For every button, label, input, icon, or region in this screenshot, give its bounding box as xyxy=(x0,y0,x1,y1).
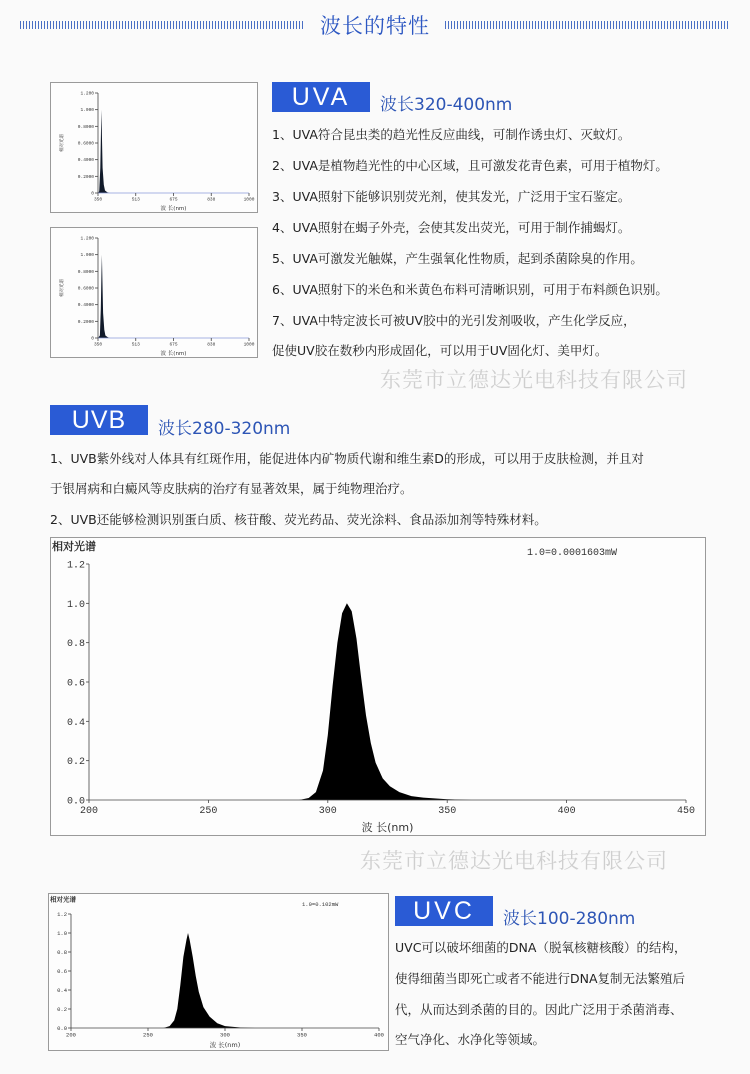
y-tick-label: 0.8 xyxy=(57,948,67,956)
spectrum-area xyxy=(98,110,249,193)
uvb-badge: UVB xyxy=(50,405,148,435)
y-tick-label: 0.0 xyxy=(66,796,85,808)
x-tick-label: 200 xyxy=(79,806,99,817)
y-tick-label: 1.200 xyxy=(80,91,94,97)
y-tick-label: 1.2 xyxy=(57,910,67,918)
x-tick-label: 300 xyxy=(220,1031,230,1039)
y-tick-label: 0.4000 xyxy=(77,303,94,309)
y-tick-label: 1.2 xyxy=(66,560,85,572)
y-tick-label: 0.2000 xyxy=(77,174,94,180)
spectrum-area xyxy=(89,603,686,800)
y-axis-title: 相对光谱 xyxy=(52,540,96,553)
uva-line: 7、UVA中特定波长可被UV胶中的光引发剂吸收，产生化学反应， xyxy=(272,313,636,328)
uvc-wavelength-range: 波长100-280nm xyxy=(503,909,636,929)
uvb-line: 于银屑病和白癜风等皮肤病的治疗有显著效果，属于纯物理治疗。 xyxy=(50,481,413,496)
uva-spectrum-chart-2 xyxy=(50,227,258,358)
uvb-line: 2、UVB还能够检测识别蛋白质、核苷酸、荧光药品、荧光涂料、食品添加剂等特殊材料。 xyxy=(50,512,547,527)
x-tick-label: 400 xyxy=(557,806,576,817)
x-axis-title: 波 长(nm) xyxy=(361,821,414,834)
x-tick-label: 1000 xyxy=(243,197,255,203)
uva-line: 3、UVA照射下能够识别荧光剂，使其发光，广泛用于宝石鉴定。 xyxy=(272,189,631,204)
uvc-line: UVC可以破坏细菌的DNA（脱氧核糖核酸）的结构， xyxy=(395,940,687,955)
power-annotation: 1.0=0.0001603mW xyxy=(527,548,618,559)
x-tick-label: 838 xyxy=(207,197,216,203)
spectrum-area xyxy=(71,933,379,1028)
x-tick-label: 1000 xyxy=(243,342,255,348)
y-tick-label: 0.2 xyxy=(57,1005,67,1013)
y-axis-title: 相对光谱 xyxy=(60,279,65,297)
uva-line: 2、UVA是植物趋光性的中心区域，且可激发花青色素，可用于植物灯。 xyxy=(272,158,668,173)
x-tick-label: 300 xyxy=(318,806,337,817)
x-tick-label: 675 xyxy=(169,197,178,203)
uva-line: 4、UVA照射在蝎子外壳，会使其发出荧光，可用于制作捕蝎灯。 xyxy=(272,220,631,235)
y-tick-label: 0.6 xyxy=(57,967,67,975)
header-divider-right xyxy=(445,21,730,29)
y-tick-label: 0.2000 xyxy=(77,319,94,325)
y-axis-title: 相对光谱 xyxy=(50,895,76,904)
y-tick-label: 0 xyxy=(91,336,94,342)
y-tick-label: 0.4 xyxy=(66,717,85,729)
watermark: 东莞市立德达光电科技有限公司 xyxy=(380,368,688,392)
x-tick-label: 350 xyxy=(93,197,103,203)
y-tick-label: 1.000 xyxy=(80,253,94,259)
uvc-line: 空气净化、水净化等领域。 xyxy=(395,1032,546,1047)
y-tick-label: 1.0 xyxy=(57,929,67,937)
power-annotation: 1.0=0.102mW xyxy=(302,901,339,908)
y-tick-label: 0.4000 xyxy=(77,158,94,164)
y-tick-label: 0.8000 xyxy=(77,124,94,130)
y-tick-label: 1.0 xyxy=(66,599,85,611)
y-tick-label: 0.6 xyxy=(66,678,85,690)
x-axis-title: 波 长(nm) xyxy=(160,351,187,357)
x-tick-label: 200 xyxy=(66,1031,76,1039)
page-title: 波长的特性 xyxy=(320,14,430,38)
y-tick-label: 0.6000 xyxy=(77,141,94,147)
spectrum-area xyxy=(98,255,249,338)
uva-line: 6、UVA照射下的米色和米黄色布料可清晰识别，可用于布料颜色识别。 xyxy=(272,282,668,297)
y-tick-label: 0 xyxy=(91,191,94,197)
uvc-line: 代，从而达到杀菌的目的。因此广泛用于杀菌消毒、 xyxy=(395,1002,683,1017)
y-axis-title: 相对光谱 xyxy=(60,134,65,152)
x-tick-label: 350 xyxy=(297,1031,307,1039)
x-tick-label: 450 xyxy=(676,806,696,817)
uva-wavelength-range: 波长320-400nm xyxy=(380,95,513,115)
uva-line: 1、UVA符合昆虫类的趋光性反应曲线，可制作诱虫灯、灭蚊灯。 xyxy=(272,127,631,142)
x-axis-title: 波 长(nm) xyxy=(160,206,187,212)
watermark: 东莞市立德达光电科技有限公司 xyxy=(360,849,668,873)
y-tick-label: 0.0 xyxy=(57,1024,67,1032)
x-tick-label: 675 xyxy=(169,342,178,348)
x-tick-label: 250 xyxy=(199,806,218,817)
x-tick-label: 250 xyxy=(143,1031,153,1039)
uva-spectrum-chart-1 xyxy=(50,82,258,213)
uvb-spectrum-chart xyxy=(50,537,706,836)
x-tick-label: 838 xyxy=(207,342,216,348)
y-tick-label: 0.2 xyxy=(66,757,85,769)
uvc-spectrum-chart xyxy=(48,893,389,1051)
uvc-badge: UVC xyxy=(395,896,493,926)
x-tick-label: 400 xyxy=(374,1031,384,1039)
uva-line: 促使UV胶在数秒内形成固化，可以用于UV固化灯、美甲灯。 xyxy=(272,343,608,358)
uvb-wavelength-range: 波长280-320nm xyxy=(158,419,291,439)
uva-line: 5、UVA可激发光触媒，产生强氧化性物质，起到杀菌除臭的作用。 xyxy=(272,251,643,266)
y-tick-label: 1.000 xyxy=(80,108,94,114)
x-tick-label: 350 xyxy=(93,342,103,348)
x-axis-title: 波 长(nm) xyxy=(209,1041,241,1049)
y-tick-label: 1.200 xyxy=(80,236,94,242)
x-tick-label: 513 xyxy=(131,197,140,203)
uvb-line: 1、UVB紫外线对人体具有红斑作用，能促进体内矿物质代谢和维生素D的形成，可以用于皮肤检测，并且对 xyxy=(50,451,644,466)
uva-badge: UVA xyxy=(272,82,370,112)
x-tick-label: 513 xyxy=(131,342,140,348)
y-tick-label: 0.6000 xyxy=(77,286,94,292)
y-tick-label: 0.4 xyxy=(57,986,67,994)
y-tick-label: 0.8 xyxy=(66,639,85,651)
y-tick-label: 0.8000 xyxy=(77,269,94,275)
x-tick-label: 350 xyxy=(438,806,457,817)
uvc-line: 使得细菌当即死亡或者不能进行DNA复制无法繁殖后 xyxy=(395,971,686,986)
